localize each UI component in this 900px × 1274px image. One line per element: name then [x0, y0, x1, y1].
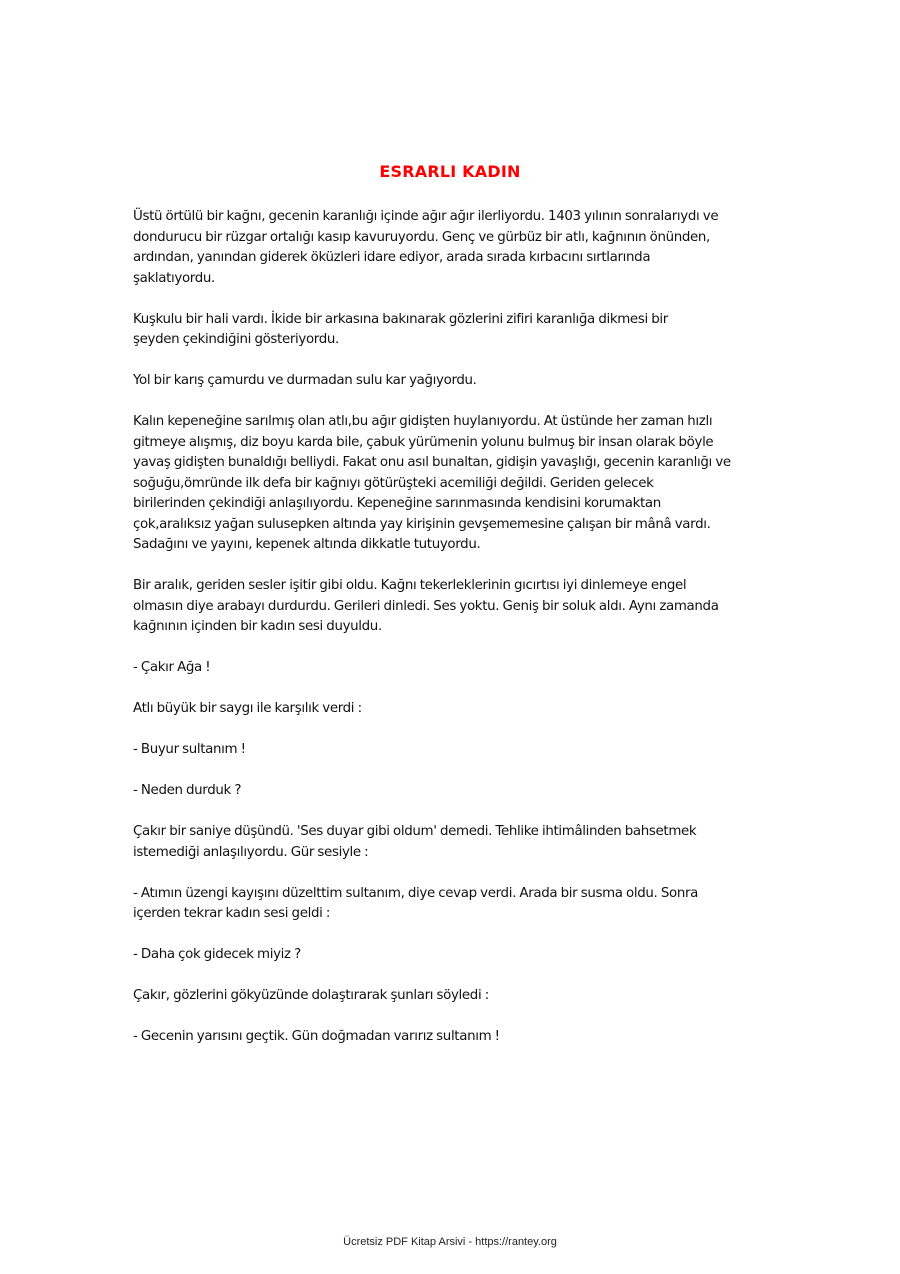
dialogue-line: - Atımın üzengi kayışını düzelttim sultanım, diye cevap verdi. Arada bir susma oldu. Sonra içerden tekrar kadın sesi geldi :	[133, 885, 698, 921]
dialogue-line: - Buyur sultanım !	[133, 742, 246, 757]
paragraph: Bir aralık, geriden sesler işitir gibi oldu. Kağnı tekerleklerinin gıcırtısı iyi dinlemeye engel olmasın diye arabayı durdurdu. Gerileri dinledi. Ses yoktu. Geniş bir soluk aldı. Aynı zamanda kağnının içinden bir kadın sesi duyuldu.	[133, 578, 719, 634]
dialogue-line: - Çakır Ağa !	[133, 660, 211, 675]
paragraph: Kuşkulu bir hali vardı. İkide bir arkasına bakınarak gözlerini zifiri karanlığa dikmesi bir şeyden çekindiğini gösteriyordu.	[133, 311, 668, 347]
paragraph: Kalın kepeneğine sarılmış olan atlı,bu ağır gidişten huylanıyordu. At üstünde her zaman hızlı gitmeye alışmış, diz boyu karda bile, çabuk yürümenin yolunu bulmuş bir insan olarak böyle yavaş gidişten bunaldığı belliydi. Fakat onu asıl bunaltan, gidişin yavaşlığı, gecenin karanlığı ve soğuğu,ömründe ilk defa bir kağnıyı götürüşteki acemiliği değildi. Geriden gelecek birilerinden çekindiği anlaşılıyordu. Kepeneğine sarınmasında kendisini korumaktan çok,aralıksız yağan sulusepken altında yay kirişinin gevşememesine çalışan bir mânâ vardı. Sadağını ve yayını, kepenek altında dikkatle tutuyordu.	[133, 414, 731, 552]
dialogue-line: - Gecenin yarısını geçtik. Gün doğmadan varırız sultanım !	[133, 1029, 500, 1044]
paragraph: Çakır, gözlerini gökyüzünde dolaştırarak şunları söyledi :	[133, 988, 489, 1003]
document-title: ESRARLI KADIN	[379, 162, 521, 181]
paragraph: Çakır bir saniye düşündü. 'Ses duyar gibi oldum' demedi. Tehlike ihtimâlinden bahsetmek istemediği anlaşılıyordu. Gür sesiyle :	[133, 824, 697, 860]
page-footer: Ücretsiz PDF Kitap Arsivi - https://rantey.org	[343, 1236, 557, 1248]
paragraph: Yol bir karış çamurdu ve durmadan sulu kar yağıyordu.	[133, 373, 477, 388]
document-body	[133, 207, 773, 1068]
paragraph: Atlı büyük bir saygı ile karşılık verdi :	[133, 701, 362, 716]
dialogue-line: - Neden durduk ?	[133, 783, 242, 798]
paragraph: Üstü örtülü bir kağnı, gecenin karanlığı içinde ağır ağır ilerliyordu. 1403 yılının sonralarıydı ve dondurucu bir rüzgar ortalığı kasıp kavuruyordu. Genç ve gürbüz bir atlı, kağnının önünden, ardından, yanından giderek öküzleri idare ediyor, arada sırada kırbacını sırtlarında şaklatıyordu.	[133, 209, 719, 286]
dialogue-line: - Daha çok gidecek miyiz ?	[133, 947, 301, 962]
